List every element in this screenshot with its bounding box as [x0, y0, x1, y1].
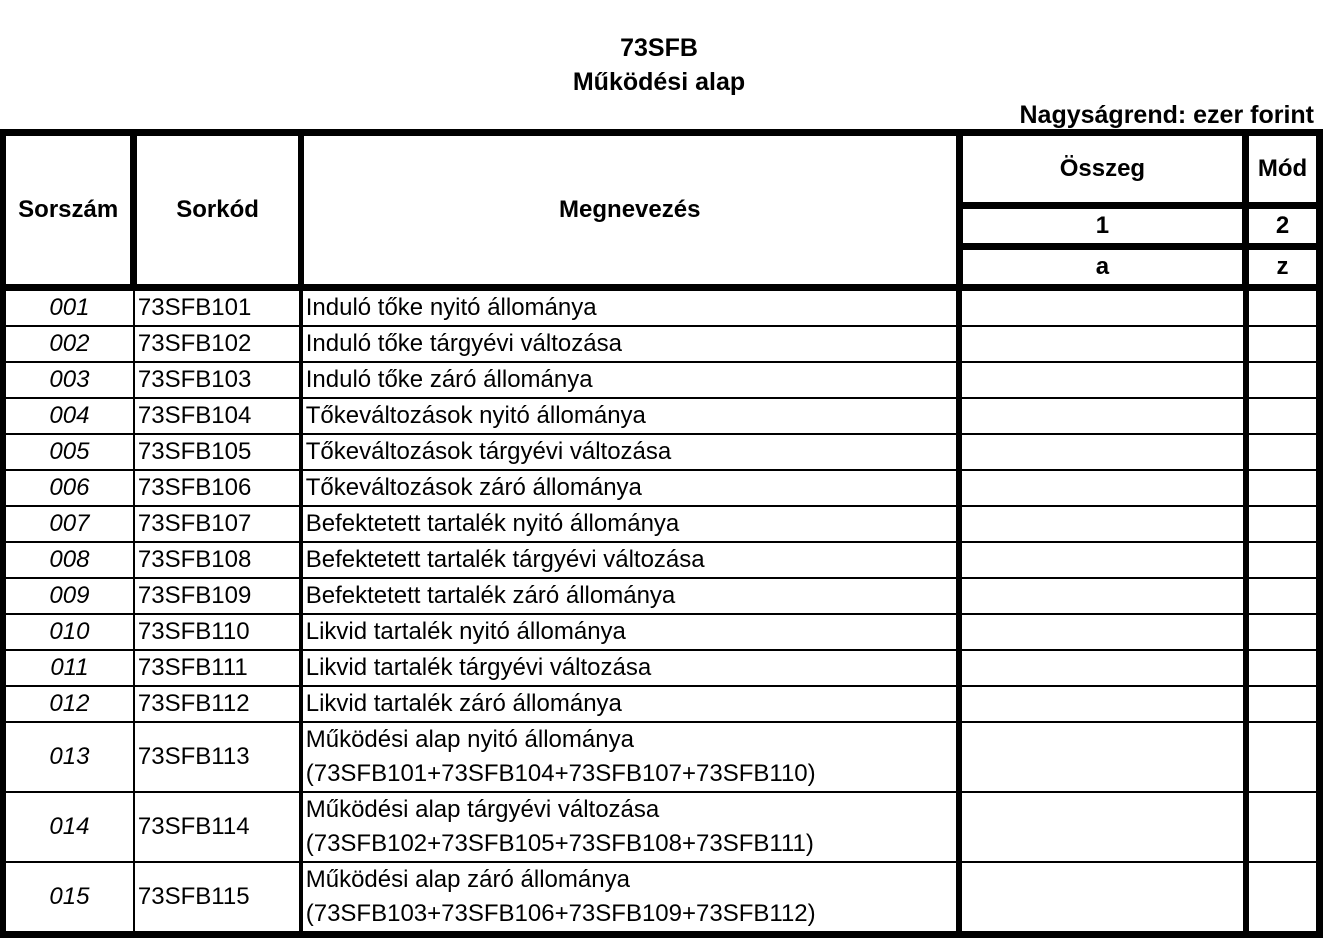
form-code-title: 73SFB: [620, 34, 698, 62]
row-sorkod: 73SFB107: [134, 506, 301, 542]
table-row: [3, 650, 1320, 686]
row-megnevezes: [301, 470, 960, 506]
row-sorkod: 73SFB102: [134, 326, 301, 362]
row-megnevezes: [301, 506, 960, 542]
row-name-text: Működési alap nyitó állománya: [305, 726, 634, 753]
row-sorkod: 73SFB103: [134, 362, 301, 398]
row-sorszam: 005: [3, 434, 134, 470]
row-osszeg-input[interactable]: [959, 686, 1245, 722]
row-osszeg-input[interactable]: [959, 470, 1245, 506]
row-name-text: Befektetett tartalék nyitó állománya: [305, 510, 680, 537]
row-mod-input[interactable]: [1246, 614, 1320, 650]
row-sorkod: 73SFB115: [134, 862, 301, 935]
row-sorszam: 009: [3, 578, 134, 614]
row-sorkod: 73SFB105: [134, 434, 301, 470]
row-sorkod: 73SFB114: [134, 792, 301, 862]
table-row: [3, 434, 1320, 470]
row-sorkod: 73SFB110: [134, 614, 301, 650]
row-osszeg-input[interactable]: [959, 862, 1245, 935]
row-name-text: Induló tőke záró állománya: [305, 366, 593, 393]
row-osszeg-input[interactable]: [959, 326, 1245, 362]
row-name-text: Likvid tartalék tárgyévi változása: [305, 654, 652, 681]
table-row: [3, 288, 1320, 327]
row-megnevezes: [301, 434, 960, 470]
data-table: [0, 129, 1323, 938]
row-name-text: Tőkeváltozások nyitó állománya: [305, 402, 646, 429]
table-row: [3, 792, 1320, 862]
row-mod-input[interactable]: [1246, 578, 1320, 614]
row-formula-text: (73SFB102+73SFB105+73SFB108+73SFB111): [305, 830, 814, 857]
row-mod-input[interactable]: [1246, 288, 1320, 327]
col-number-mod: 2: [1246, 206, 1320, 247]
row-mod-input[interactable]: [1246, 862, 1320, 935]
row-name-text: Működési alap záró állománya: [305, 866, 630, 893]
row-megnevezes: [301, 398, 960, 434]
col-header-sorszam: Sorszám: [3, 133, 134, 288]
row-sorkod: 73SFB106: [134, 470, 301, 506]
table-row: [3, 686, 1320, 722]
row-osszeg-input[interactable]: [959, 542, 1245, 578]
row-mod-input[interactable]: [1246, 650, 1320, 686]
row-megnevezes: [301, 578, 960, 614]
row-sorkod: 73SFB109: [134, 578, 301, 614]
row-megnevezes: [301, 686, 960, 722]
col-header-megnevezes: Megnevezés: [301, 133, 960, 288]
row-sorszam: 003: [3, 362, 134, 398]
row-name-text: Induló tőke nyitó állománya: [305, 294, 597, 321]
table-row: [3, 578, 1320, 614]
row-osszeg-input[interactable]: [959, 434, 1245, 470]
row-mod-input[interactable]: [1246, 362, 1320, 398]
row-mod-input[interactable]: [1246, 470, 1320, 506]
col-letter-osszeg: a: [959, 247, 1245, 288]
row-sorkod: 73SFB111: [134, 650, 301, 686]
row-sorkod: 73SFB112: [134, 686, 301, 722]
row-name-text: Befektetett tartalék záró állománya: [305, 582, 676, 609]
table-row: [3, 470, 1320, 506]
row-mod-input[interactable]: [1246, 434, 1320, 470]
row-sorszam: 014: [3, 792, 134, 862]
table-row: [3, 862, 1320, 935]
table-row: [3, 506, 1320, 542]
row-megnevezes: [301, 792, 960, 862]
table-row: [3, 398, 1320, 434]
row-formula-text: (73SFB103+73SFB106+73SFB109+73SFB112): [305, 900, 816, 927]
row-name-text: Induló tőke tárgyévi változása: [305, 330, 622, 357]
row-megnevezes: [301, 722, 960, 792]
row-mod-input[interactable]: [1246, 506, 1320, 542]
row-osszeg-input[interactable]: [959, 362, 1245, 398]
row-sorkod: 73SFB104: [134, 398, 301, 434]
row-sorkod: 73SFB108: [134, 542, 301, 578]
row-mod-input[interactable]: [1246, 792, 1320, 862]
row-megnevezes: [301, 650, 960, 686]
row-sorszam: 001: [3, 288, 134, 327]
row-sorkod: 73SFB113: [134, 722, 301, 792]
row-name-text: Likvid tartalék nyitó állománya: [305, 618, 626, 645]
col-letter-mod: z: [1246, 247, 1320, 288]
row-megnevezes: [301, 288, 960, 327]
table-row: [3, 362, 1320, 398]
col-number-osszeg: 1: [959, 206, 1245, 247]
row-sorszam: 010: [3, 614, 134, 650]
col-header-osszeg: Összeg: [959, 133, 1245, 206]
row-sorszam: 013: [3, 722, 134, 792]
row-osszeg-input[interactable]: [959, 578, 1245, 614]
row-sorszam: 007: [3, 506, 134, 542]
row-name-text: Likvid tartalék záró állománya: [305, 690, 622, 717]
col-header-mod: Mód: [1246, 133, 1320, 206]
row-osszeg-input[interactable]: [959, 722, 1245, 792]
row-name-text: Tőkeváltozások tárgyévi változása: [305, 438, 672, 465]
row-sorszam: 008: [3, 542, 134, 578]
row-sorszam: 002: [3, 326, 134, 362]
table-row: [3, 722, 1320, 792]
row-mod-input[interactable]: [1246, 542, 1320, 578]
row-sorkod: 73SFB101: [134, 288, 301, 327]
row-sorszam: 015: [3, 862, 134, 935]
row-mod-input[interactable]: [1246, 686, 1320, 722]
table-row: [3, 614, 1320, 650]
row-name-text: Működési alap tárgyévi változása: [305, 796, 660, 823]
row-osszeg-input[interactable]: [959, 614, 1245, 650]
row-mod-input[interactable]: [1246, 326, 1320, 362]
row-megnevezes: [301, 362, 960, 398]
row-mod-input[interactable]: [1246, 722, 1320, 792]
row-name-text: Befektetett tartalék tárgyévi változása: [305, 546, 705, 573]
row-osszeg-input[interactable]: [959, 792, 1245, 862]
row-megnevezes: [301, 614, 960, 650]
row-sorszam: 006: [3, 470, 134, 506]
row-mod-input[interactable]: [1246, 398, 1320, 434]
row-sorszam: 011: [3, 650, 134, 686]
unit-label: Nagyságrend: ezer forint: [1019, 101, 1314, 129]
table-row: [3, 542, 1320, 578]
row-megnevezes: [301, 542, 960, 578]
form-title: Működési alap: [572, 68, 746, 96]
row-sorszam: 012: [3, 686, 134, 722]
row-osszeg-input[interactable]: [959, 398, 1245, 434]
table-row: [3, 326, 1320, 362]
col-header-sorkod: Sorkód: [134, 133, 301, 288]
row-formula-text: (73SFB101+73SFB104+73SFB107+73SFB110): [305, 760, 816, 787]
row-sorszam: 004: [3, 398, 134, 434]
row-name-text: Tőkeváltozások záró állománya: [305, 474, 642, 501]
row-megnevezes: [301, 862, 960, 935]
row-osszeg-input[interactable]: [959, 288, 1245, 327]
row-megnevezes: [301, 326, 960, 362]
row-osszeg-input[interactable]: [959, 506, 1245, 542]
row-osszeg-input[interactable]: [959, 650, 1245, 686]
